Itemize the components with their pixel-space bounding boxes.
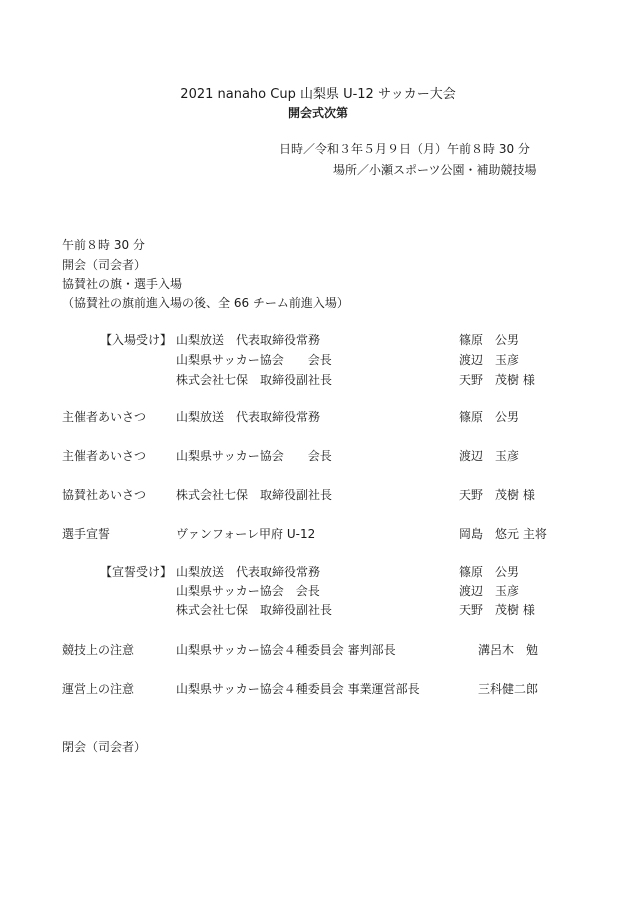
row-body: 山梨県サッカー協会 会長 [176, 353, 332, 367]
row-label: 主催者あいさつ [62, 410, 147, 424]
row-label: 選手宣誓 [62, 527, 111, 541]
row-name: 天野 茂樹 様 [459, 603, 535, 617]
row-body: 山梨放送 代表取締役常務 [176, 565, 321, 579]
intro-line: （協賛社の旗前進入場の後、全 66 チーム前進入場） [62, 296, 349, 310]
document-subtitle: 開会式次第 [287, 106, 348, 120]
row-body: 山梨放送 代表取締役常務 [176, 333, 321, 347]
date-line: 日時／令和３年５月９日（月）午前８時 30 分 [279, 142, 530, 156]
row-body: 山梨県サッカー協会 会長 [176, 449, 332, 463]
row-name: 天野 茂樹 様 [459, 488, 535, 502]
row-label: 運営上の注意 [62, 682, 135, 696]
row-label: 主催者あいさつ [62, 449, 147, 463]
row-body: 株式会社七保 取締役副社長 [176, 373, 333, 387]
row-body: 山梨県サッカー協会４種委員会 審判部長 [176, 643, 396, 657]
intro-line: 開会（司会者） [62, 258, 147, 272]
row-name: 渡辺 玉彦 [459, 353, 520, 367]
row-name: 溝呂木 勉 [478, 643, 539, 657]
row-name: 篠原 公男 [459, 333, 520, 347]
intro-line: 協賛社の旗・選手入場 [62, 277, 183, 291]
row-name: 渡辺 玉彦 [459, 449, 520, 463]
row-label: 競技上の注意 [62, 643, 135, 657]
intro-line: 午前８時 30 分 [62, 238, 145, 252]
document-title: 2021 nanaho Cup 山梨県 U-12 サッカー大会 [180, 87, 456, 102]
row-label: 【入場受け】 [100, 333, 173, 347]
row-body: 株式会社七保 取締役副社長 [176, 603, 333, 617]
row-body: 株式会社七保 取締役副社長 [176, 488, 333, 502]
row-label: 協賛社あいさつ [62, 488, 147, 502]
row-body: ヴァンフォーレ甲府 U-12 [176, 527, 316, 541]
closing-line: 閉会（司会者） [62, 740, 147, 754]
row-name: 岡島 悠元 主将 [459, 527, 547, 541]
row-name: 篠原 公男 [459, 565, 520, 579]
row-name: 篠原 公男 [459, 410, 520, 424]
row-name: 天野 茂樹 様 [459, 373, 535, 387]
row-body: 山梨県サッカー協会４種委員会 事業運営部長 [176, 682, 420, 696]
row-body: 山梨県サッカー協会 会長 [176, 584, 320, 598]
row-name: 三科健二郎 [478, 682, 539, 696]
place-line: 場所／小瀬スポーツ公園・補助競技場 [333, 163, 537, 177]
row-body: 山梨放送 代表取締役常務 [176, 410, 321, 424]
row-name: 渡辺 玉彦 [459, 584, 520, 598]
row-label: 【宣誓受け】 [100, 565, 173, 579]
